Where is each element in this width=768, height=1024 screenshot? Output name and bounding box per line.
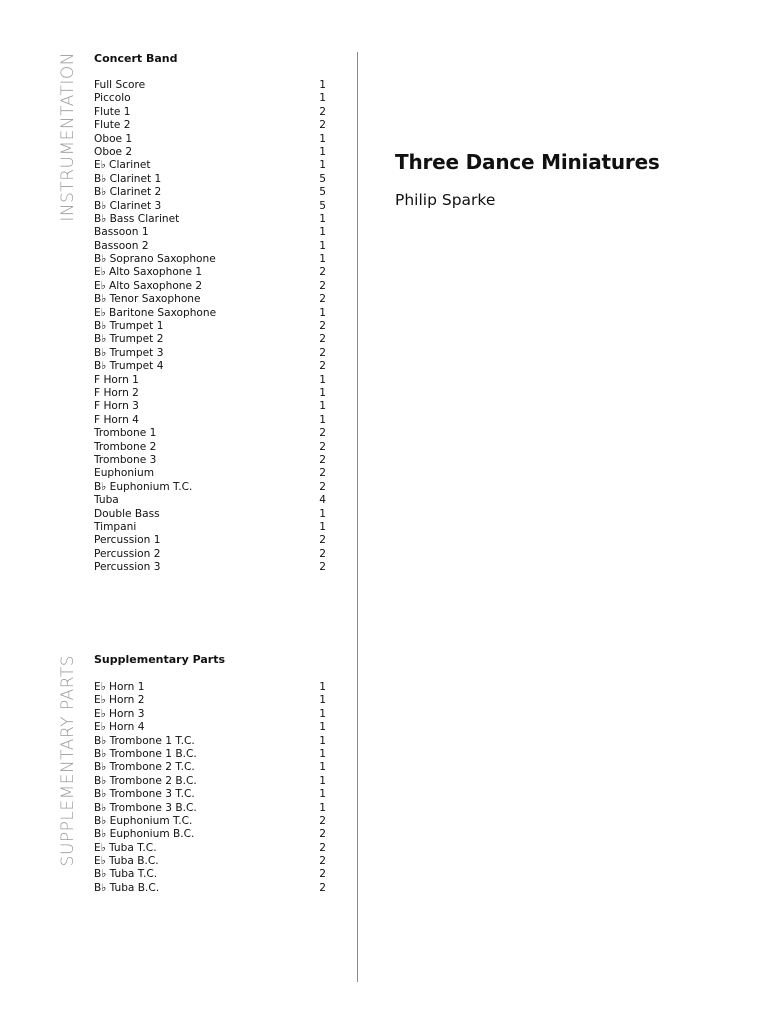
part-name: Oboe 2 <box>94 145 133 158</box>
part-row <box>94 882 326 895</box>
part-quantity: 1 <box>319 92 326 105</box>
part-name: E♭ Clarinet <box>94 159 151 172</box>
part-row <box>94 761 326 774</box>
part-row <box>94 200 326 213</box>
part-quantity: 1 <box>319 145 326 158</box>
part-name: Full Score <box>94 79 146 91</box>
part-quantity: 1 <box>319 801 326 814</box>
part-quantity: 1 <box>319 774 326 787</box>
part-name: B♭ Trombone 2 T.C. <box>94 761 195 774</box>
part-row <box>94 106 326 119</box>
part-name: E♭ Horn 1 <box>94 681 145 693</box>
part-name: Flute 2 <box>94 119 131 132</box>
part-quantity: 2 <box>319 119 326 132</box>
part-quantity: 1 <box>319 707 326 720</box>
part-quantity: 2 <box>319 293 326 306</box>
part-row <box>94 133 326 146</box>
part-quantity: 5 <box>319 172 326 185</box>
part-quantity: 2 <box>319 480 326 493</box>
part-row <box>94 320 326 333</box>
part-row <box>94 467 326 480</box>
part-quantity: 1 <box>319 747 326 760</box>
part-quantity: 5 <box>319 186 326 199</box>
part-row <box>94 481 326 494</box>
part-name: B♭ Trumpet 3 <box>94 346 164 359</box>
part-quantity: 1 <box>319 159 326 172</box>
part-quantity: 1 <box>319 694 326 707</box>
part-row <box>94 400 326 413</box>
part-quantity: 1 <box>319 507 326 520</box>
part-quantity: 2 <box>319 266 326 279</box>
part-row <box>94 735 326 748</box>
part-quantity: 1 <box>319 212 326 225</box>
part-name: E♭ Tuba T.C. <box>94 841 157 854</box>
part-quantity: 2 <box>319 868 326 881</box>
part-row <box>94 79 326 92</box>
part-quantity: 2 <box>319 534 326 547</box>
part-quantity: 2 <box>319 855 326 868</box>
part-quantity: 2 <box>319 440 326 453</box>
part-row <box>94 146 326 159</box>
part-quantity: 1 <box>319 373 326 386</box>
part-name: Tuba <box>94 494 119 507</box>
part-quantity: 2 <box>319 105 326 118</box>
part-row <box>94 427 326 440</box>
part-row <box>94 333 326 346</box>
part-row <box>94 374 326 387</box>
part-name: B♭ Trombone 2 B.C. <box>94 774 197 787</box>
concert-band-parts-list <box>94 79 326 574</box>
part-name: E♭ Alto Saxophone 2 <box>94 279 203 292</box>
part-name: F Horn 3 <box>94 400 139 413</box>
part-quantity: 5 <box>319 199 326 212</box>
part-row <box>94 534 326 547</box>
part-name: F Horn 1 <box>94 373 139 386</box>
part-name: B♭ Trumpet 1 <box>94 320 164 333</box>
part-row <box>94 347 326 360</box>
part-row <box>94 561 326 574</box>
part-row <box>94 307 326 320</box>
part-name: Percussion 3 <box>94 561 161 574</box>
column-divider <box>357 52 358 982</box>
instrumentation-side-label: INSTRUMENTATION <box>58 52 78 222</box>
part-quantity: 1 <box>319 721 326 734</box>
part-row <box>94 159 326 172</box>
part-name: F Horn 2 <box>94 386 139 399</box>
part-row <box>94 775 326 788</box>
part-name: B♭ Trombone 1 T.C. <box>94 734 195 747</box>
part-name: B♭ Euphonium T.C. <box>94 480 193 493</box>
part-quantity: 2 <box>319 333 326 346</box>
part-row <box>94 802 326 815</box>
part-name: E♭ Tuba B.C. <box>94 855 159 868</box>
supplementary-parts-list <box>94 681 326 895</box>
part-name: B♭ Trombone 3 B.C. <box>94 801 197 814</box>
part-quantity: 1 <box>319 226 326 239</box>
part-name: B♭ Clarinet 1 <box>94 172 162 185</box>
part-name: B♭ Clarinet 2 <box>94 186 162 199</box>
part-row <box>94 253 326 266</box>
part-name: B♭ Clarinet 3 <box>94 199 162 212</box>
part-quantity: 2 <box>319 279 326 292</box>
part-name: E♭ Horn 3 <box>94 707 145 720</box>
part-name: B♭ Trumpet 4 <box>94 360 164 373</box>
part-name: Percussion 1 <box>94 534 161 547</box>
part-name: Timpani <box>94 520 137 533</box>
part-quantity: 2 <box>319 467 326 480</box>
part-name: Trombone 3 <box>94 453 157 466</box>
part-quantity: 2 <box>319 561 326 574</box>
part-quantity: 1 <box>319 79 326 91</box>
piece-title: Three Dance Miniatures <box>395 150 660 174</box>
part-row <box>94 240 326 253</box>
part-row <box>94 855 326 868</box>
part-row <box>94 213 326 226</box>
part-quantity: 1 <box>319 681 326 693</box>
part-name: Percussion 2 <box>94 547 161 560</box>
supplementary-parts-heading: Supplementary Parts <box>94 653 226 666</box>
part-row <box>94 748 326 761</box>
part-row <box>94 119 326 132</box>
part-name: B♭ Trombone 1 B.C. <box>94 747 197 760</box>
part-name: B♭ Trombone 3 T.C. <box>94 788 195 801</box>
part-name: B♭ Euphonium T.C. <box>94 814 193 827</box>
part-quantity: 1 <box>319 400 326 413</box>
part-name: Trombone 1 <box>94 427 157 440</box>
part-row <box>94 266 326 279</box>
part-quantity: 1 <box>319 788 326 801</box>
part-row <box>94 521 326 534</box>
part-name: Bassoon 1 <box>94 226 149 239</box>
part-name: E♭ Horn 2 <box>94 694 145 707</box>
part-name: B♭ Euphonium B.C. <box>94 828 195 841</box>
part-name: B♭ Soprano Saxophone <box>94 253 216 266</box>
part-row <box>94 788 326 801</box>
part-row <box>94 681 326 694</box>
part-name: Trombone 2 <box>94 440 157 453</box>
part-row <box>94 548 326 561</box>
part-name: Flute 1 <box>94 105 131 118</box>
part-quantity: 2 <box>319 881 326 894</box>
part-quantity: 1 <box>319 520 326 533</box>
part-name: F Horn 4 <box>94 413 139 426</box>
part-quantity: 1 <box>319 761 326 774</box>
part-row <box>94 694 326 707</box>
composer-name: Philip Sparke <box>395 191 496 209</box>
part-name: Double Bass <box>94 507 160 520</box>
part-quantity: 1 <box>319 386 326 399</box>
part-row <box>94 454 326 467</box>
part-row <box>94 815 326 828</box>
part-row <box>94 441 326 454</box>
part-row <box>94 414 326 427</box>
part-quantity: 2 <box>319 320 326 333</box>
part-row <box>94 708 326 721</box>
part-quantity: 4 <box>319 494 326 507</box>
part-row <box>94 721 326 734</box>
part-name: Bassoon 2 <box>94 239 149 252</box>
part-name: B♭ Trumpet 2 <box>94 333 164 346</box>
part-quantity: 1 <box>319 239 326 252</box>
part-row <box>94 173 326 186</box>
part-name: B♭ Tenor Saxophone <box>94 293 201 306</box>
part-quantity: 1 <box>319 734 326 747</box>
part-row <box>94 494 326 507</box>
part-name: B♭ Bass Clarinet <box>94 212 180 225</box>
part-name: E♭ Alto Saxophone 1 <box>94 266 203 279</box>
part-quantity: 2 <box>319 828 326 841</box>
part-row <box>94 842 326 855</box>
part-quantity: 2 <box>319 453 326 466</box>
part-name: B♭ Tuba B.C. <box>94 881 160 894</box>
part-name: B♭ Tuba T.C. <box>94 868 158 881</box>
part-row <box>94 828 326 841</box>
part-quantity: 2 <box>319 547 326 560</box>
part-quantity: 2 <box>319 427 326 440</box>
part-quantity: 1 <box>319 306 326 319</box>
part-name: Oboe 1 <box>94 132 133 145</box>
part-quantity: 1 <box>319 132 326 145</box>
part-quantity: 2 <box>319 841 326 854</box>
part-row <box>94 360 326 373</box>
part-quantity: 1 <box>319 253 326 266</box>
part-name: E♭ Baritone Saxophone <box>94 306 217 319</box>
supplementary-parts-side-label: SUPPLEMENTARY PARTS <box>58 655 78 867</box>
part-row <box>94 280 326 293</box>
part-quantity: 2 <box>319 346 326 359</box>
part-quantity: 2 <box>319 814 326 827</box>
part-row <box>94 186 326 199</box>
part-row <box>94 226 326 239</box>
part-row <box>94 387 326 400</box>
part-quantity: 1 <box>319 413 326 426</box>
part-name: Piccolo <box>94 92 131 105</box>
part-row <box>94 293 326 306</box>
part-row <box>94 508 326 521</box>
part-name: E♭ Horn 4 <box>94 721 145 734</box>
part-name: Euphonium <box>94 467 155 480</box>
concert-band-heading: Concert Band <box>94 52 178 65</box>
part-quantity: 2 <box>319 360 326 373</box>
part-row <box>94 868 326 881</box>
part-row <box>94 92 326 105</box>
